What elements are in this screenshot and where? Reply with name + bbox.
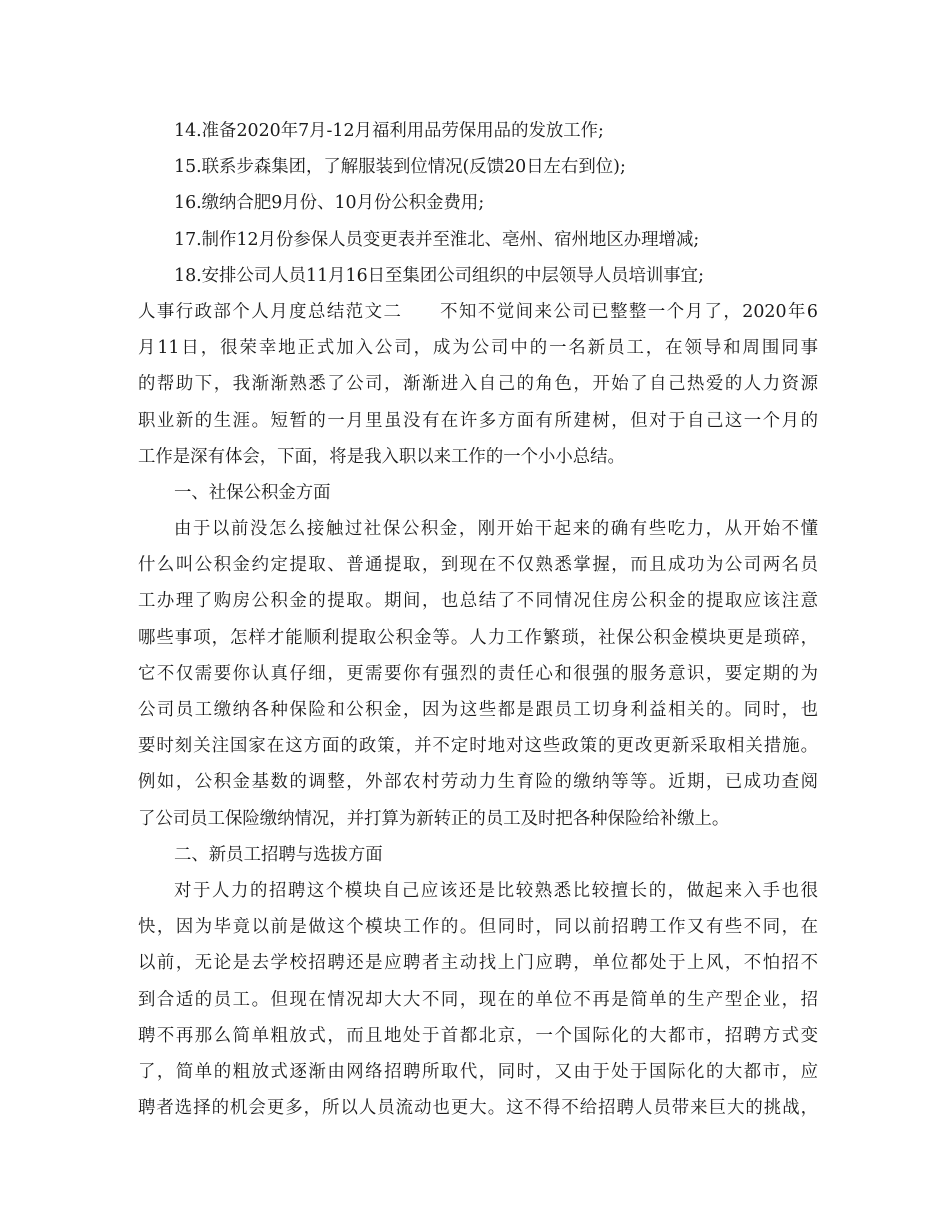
section1-paragraph-line: 要时刻关注国家在这方面的政策，并不定时地对这些政策的更改更新采取相关措施。 [138, 736, 818, 757]
intro-paragraph-line: 工作是深有体会，下面，将是我入职以来工作的一个小小总结。 [138, 446, 625, 467]
list-item: 14.准备2020年7月-12月福利用品劳保用品的发放工作; [174, 121, 604, 141]
section1-paragraph-line: 哪些事项，怎样才能顺利提取公积金等。人力工作繁琐，社保公积金模块更是琐碎， [138, 627, 818, 648]
section2-paragraph-line: 聘不再那么简单粗放式，而且地处于首都北京，一个国际化的大都市，招聘方式变 [138, 1025, 818, 1046]
section1-paragraph-line: 它不仅需要你认真仔细，更需要你有强烈的责任心和很强的服务意识，要定期的为 [138, 663, 818, 684]
section2-paragraph-line: 到合适的员工。但现在情况却大大不同，现在的单位不再是简单的生产型企业，招 [138, 989, 818, 1010]
section1-paragraph-line: 了公司员工保险缴纳情况，并打算为新转正的员工及时把各种保险给补缴上。 [138, 808, 730, 829]
section1-paragraph-line: 由于以前没怎么接触过社保公积金，刚开始干起来的确有些吃力，从开始不懂 [174, 519, 818, 540]
intro-paragraph-line: 职业新的生涯。短暂的一月里虽没有在许多方面有所建树，但对于自己这一个月的 [138, 410, 818, 431]
section1-paragraph-line: 公司员工缴纳各种保险和公积金，因为这些都是跟员工切身利益相关的。同时，也 [138, 700, 818, 720]
list-item: 18.安排公司人员11月16日至集团公司组织的中层领导人员培训事宜; [174, 265, 704, 286]
list-item: 17.制作12月份参保人员变更表并至淮北、亳州、宿州地区办理增减; [174, 229, 700, 250]
section2-paragraph-line: 了，简单的粗放式逐渐由网络招聘所取代，同时，又由于处于国际化的大都市，应 [138, 1061, 818, 1082]
intro-paragraph-line: 的帮助下，我渐渐熟悉了公司，渐渐进入自己的角色，开始了自己热爱的人力资源 [138, 374, 818, 395]
section-heading-social-security: 一、社保公积金方面 [174, 482, 331, 503]
intro-paragraph-line: 人事行政部个人月度总结范文二 不知不觉间来公司已整整一个月了，2020年6 [138, 301, 818, 322]
document-body [138, 113, 818, 1126]
list-item: 15.联系步森集团，了解服装到位情况(反馈20日左右到位); [174, 157, 626, 178]
section2-paragraph-line: 对于人力的招聘这个模块自己应该还是比较熟悉比较擅长的，做起来入手也很 [174, 880, 818, 901]
section1-paragraph-line: 什么叫公积金约定提取、普通提取，到现在不仅熟悉掌握，而且成功为公司两名员 [138, 555, 818, 576]
list-item: 16.缴纳合肥9月份、10月份公积金费用; [174, 193, 485, 214]
section2-paragraph-line: 以前，无论是去学校招聘还是应聘者主动找上门应聘，单位都处于上风，不怕招不 [138, 953, 818, 974]
intro-paragraph-line: 月11日，很荣幸地正式加入公司，成为公司中的一名新员工，在领导和周围同事 [138, 338, 818, 359]
section-heading-recruitment: 二、新员工招聘与选拔方面 [174, 844, 383, 865]
section1-paragraph-line: 工办理了购房公积金的提取。期间，也总结了不同情况住房公积金的提取应该注意 [138, 591, 818, 612]
section2-paragraph-line: 快，因为毕竟以前是做这个模块工作的。但同时，同以前招聘工作又有些不同，在 [138, 917, 818, 938]
section1-paragraph-line: 例如，公积金基数的调整，外部农村劳动力生育险的缴纳等等。近期，已成功查阅 [138, 772, 818, 793]
section2-paragraph-line: 聘者选择的机会更多，所以人员流动也更大。这不得不给招聘人员带来巨大的挑战， [138, 1098, 818, 1119]
